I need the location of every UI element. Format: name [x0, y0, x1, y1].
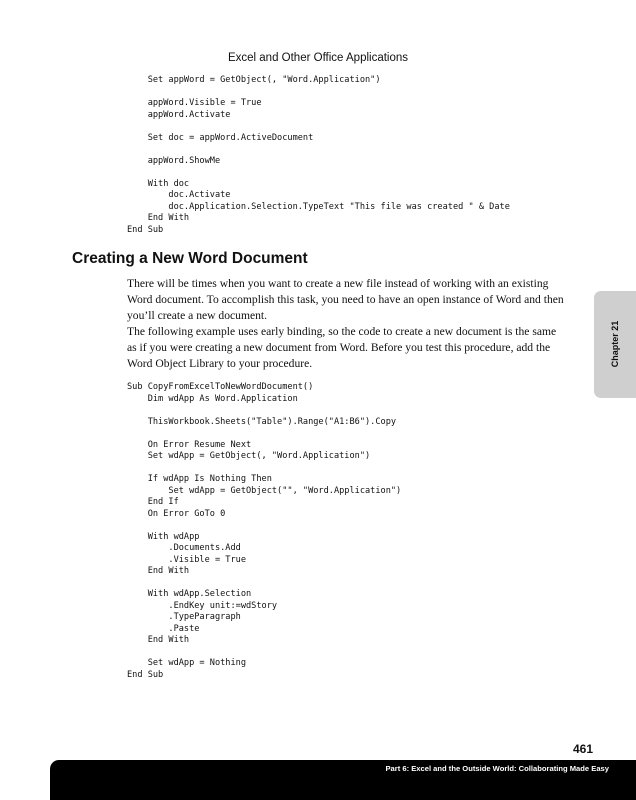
footer-bar: [50, 760, 636, 800]
running-head: Excel and Other Office Applications: [227, 52, 409, 64]
code-block-continued: Set appWord = GetObject(, "Word.Application") appWord.Visible = True appWord.Activate Set doc = appWord.ActiveDocument appWord.ShowMe With doc doc.Activate doc.Application.Selection.TypeText "This file was created " & Date End With End Sub: [127, 75, 510, 235]
code-block-new-document: Sub CopyFromExcelToNewWordDocument() Dim wdApp As Word.Application ThisWorkbook.Sheets("Table").Range("A1:B6").Copy On Error Resume Next Set wdApp = GetObject(, "Word.Application") If wdApp Is Nothing Then Set wdApp = GetObject("", "Word.Application") End If On Error GoTo 0 With wdApp .Documents.Add .Visible = True End With With wdApp.Selection .EndKey unit:=wdStory .TypeParagraph .Paste End With Set wdApp = Nothing End Sub: [127, 382, 402, 680]
chapter-tab: [594, 291, 636, 398]
footer-part-title: Part 6: Excel and the Outside World: Collaborating Made Easy: [385, 764, 609, 773]
body-paragraph-1: There will be times when you want to create a new file instead of working with an existing Word document. To accomplish this task, you need to have an open instance of Word and then you’ll create a new document.: [127, 277, 564, 322]
page-number: 461: [572, 742, 593, 756]
body-paragraph-2: The following example uses early binding, so the code to create a new document is the same as if you were creating a new document from Word. Before you test this procedure, add the Word Object Library to your procedure.: [127, 325, 557, 370]
chapter-tab-label: Chapter 21: [610, 320, 620, 368]
section-heading: Creating a New Word Document: [72, 250, 308, 267]
